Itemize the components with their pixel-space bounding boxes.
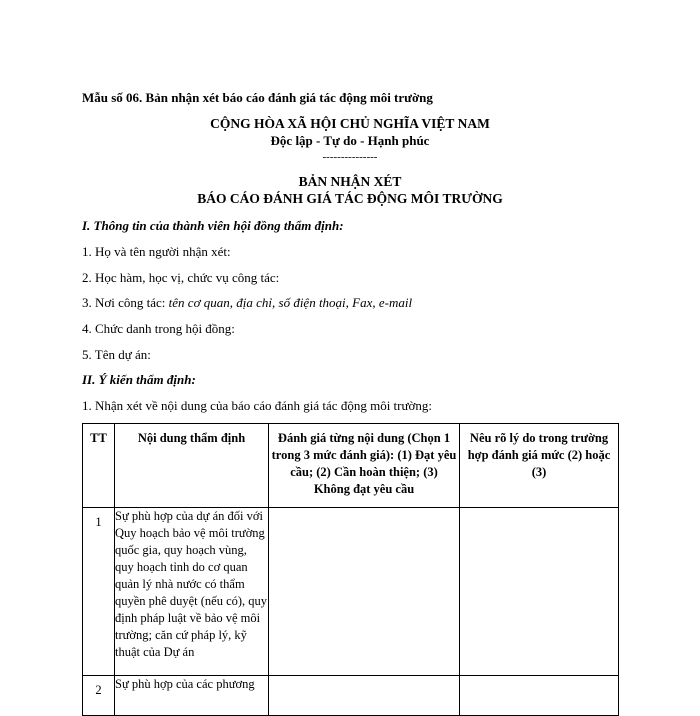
header-separator: --------------- bbox=[322, 151, 378, 163]
section-2-heading: II. Ý kiến thẩm định: bbox=[82, 372, 196, 387]
header-reason: Nêu rõ lý do trong trường hợp đánh giá mức (2) hoặc (3) bbox=[460, 424, 619, 508]
section-1-heading: I. Thông tin của thành viên hội đồng thẩm định: bbox=[82, 218, 344, 233]
header-tt: TT bbox=[83, 424, 115, 508]
section-2-intro: 1. Nhận xét về nội dung của báo cáo đánh giá tác động môi trường: bbox=[82, 398, 433, 413]
country-name: CỘNG HÒA XÃ HỘI CHỦ NGHĨA VIỆT NAM bbox=[210, 116, 490, 131]
row-number: 2 bbox=[83, 676, 115, 716]
row-content: Sự phù hợp của dự án đối với Quy hoạch bảo vệ môi trường quốc gia, quy hoạch vùng, quy hoạch tỉnh do cơ quan quản lý nhà nước có thẩm quyền phê duyệt (nếu có), quy định pháp luật về bảo vệ môi trường; căn cứ pháp lý, kỹ thuật của Dự án bbox=[115, 508, 269, 676]
table-header-row bbox=[83, 424, 619, 508]
review-table bbox=[82, 423, 619, 716]
field-project-name: 5. Tên dự án: bbox=[82, 347, 151, 362]
table-row bbox=[83, 676, 619, 716]
header-content: Nội dung thẩm định bbox=[115, 424, 269, 508]
header-assessment: Đánh giá từng nội dung (Chọn 1 trong 3 mức đánh giá): (1) Đạt yêu cầu; (2) Cần hoàn thiện; (3) Không đạt yêu cầu bbox=[269, 424, 460, 508]
row-assessment-cell[interactable] bbox=[269, 508, 460, 676]
row-reason-cell[interactable] bbox=[460, 508, 619, 676]
field-workplace-label: 3. Nơi công tác: bbox=[82, 295, 166, 310]
row-number: 1 bbox=[83, 508, 115, 676]
field-reviewer-name: 1. Họ và tên người nhận xét: bbox=[82, 244, 231, 259]
row-reason-cell[interactable] bbox=[460, 676, 619, 716]
document-subtitle: BÁO CÁO ĐÁNH GIÁ TÁC ĐỘNG MÔI TRƯỜNG bbox=[197, 191, 503, 206]
field-workplace bbox=[82, 295, 412, 311]
form-label: Mẫu số 06. Bản nhận xét báo cáo đánh giá tác động môi trường bbox=[82, 90, 433, 105]
row-assessment-cell[interactable] bbox=[269, 676, 460, 716]
table-row bbox=[83, 508, 619, 676]
field-academic-title: 2. Học hàm, học vị, chức vụ công tác: bbox=[82, 270, 280, 285]
document-title: BẢN NHẬN XÉT bbox=[298, 174, 402, 189]
field-council-role: 4. Chức danh trong hội đồng: bbox=[82, 321, 235, 336]
national-motto: Độc lập - Tự do - Hạnh phúc bbox=[270, 133, 430, 148]
field-workplace-hint: tên cơ quan, địa chỉ, số điện thoại, Fax, e-mail bbox=[165, 295, 413, 310]
row-content: Sự phù hợp của các phương bbox=[115, 676, 269, 716]
